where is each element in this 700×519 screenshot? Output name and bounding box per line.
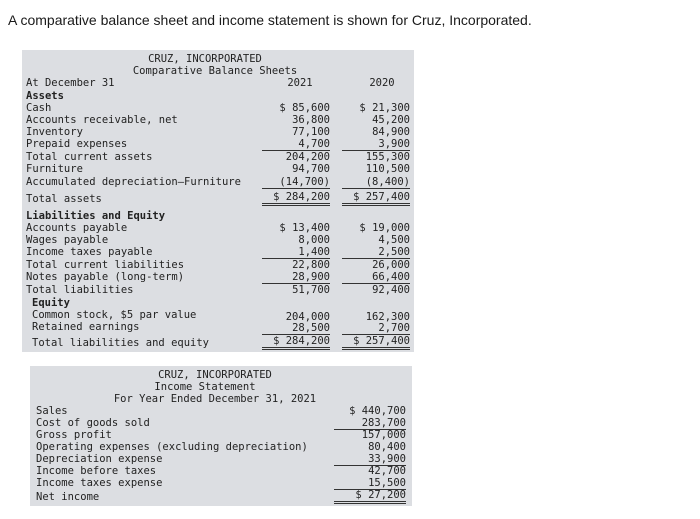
intro-text: A comparative balance sheet and income statement is shown for Cruz, Incorporated. — [8, 12, 532, 28]
tl-2020: 92,400 — [372, 284, 410, 296]
ap-2020: $ 19,000 — [359, 222, 410, 234]
is-title: Income Statement — [154, 381, 256, 393]
opex-label: Operating expenses (excluding depreciation) — [36, 441, 308, 453]
inventory-label: Inventory — [26, 126, 83, 138]
bs-date-label: At December 31 — [26, 77, 115, 89]
equity-heading: Equity — [32, 297, 70, 309]
tca-2021: 204,200 — [285, 151, 330, 163]
tl-2021: 51,700 — [292, 284, 330, 296]
ni-label: Net income — [36, 491, 100, 503]
cs-label: Common stock, $5 par value — [32, 309, 197, 321]
inventory-2020: 84,900 — [372, 126, 410, 138]
tax-label: Income taxes expense — [36, 477, 163, 489]
sales-label: Sales — [36, 405, 68, 417]
ar-2021: 36,800 — [292, 114, 330, 126]
cs-2020: 162,300 — [365, 311, 410, 323]
cogs-value: 283,700 — [334, 417, 406, 430]
itp-label: Income taxes payable — [26, 246, 153, 258]
cogs-label: Cost of goods sold — [36, 417, 150, 429]
sales-value: $ 440,700 — [349, 405, 406, 417]
tl-label: Total liabilities — [26, 284, 134, 296]
gp-value: 157,000 — [361, 429, 406, 441]
opex-value: 80,400 — [368, 441, 406, 453]
wages-2020: 4,500 — [378, 234, 410, 246]
dep-label: Depreciation expense — [36, 453, 163, 465]
bs-company: CRUZ, INCORPORATED — [148, 53, 262, 65]
ap-label: Accounts payable — [26, 222, 128, 234]
gp-label: Gross profit — [36, 429, 112, 441]
dep-value: 33,900 — [334, 453, 406, 466]
bs-col-2020: 2020 — [369, 77, 395, 89]
bs-col-2021: 2021 — [287, 77, 313, 89]
accdep-2020: (8,400) — [342, 176, 410, 189]
itp-2021: 1,400 — [262, 246, 330, 259]
furniture-2021: 94,700 — [292, 163, 330, 175]
tcl-2020: 26,000 — [372, 259, 410, 271]
tle-label: Total liabilities and equity — [32, 337, 210, 349]
tcl-2021: 22,800 — [292, 259, 330, 271]
re-2020: 2,700 — [342, 322, 410, 335]
tle-2021: $ 284,200 — [262, 335, 330, 350]
cs-2021: 204,000 — [285, 311, 330, 323]
tle-2020: $ 257,400 — [342, 335, 410, 350]
ar-2020: 45,200 — [372, 114, 410, 126]
total-assets-label: Total assets — [26, 193, 102, 205]
ibt-value: 42,700 — [368, 465, 406, 477]
prepaid-2021: 4,700 — [262, 138, 330, 151]
accdep-2021: (14,700) — [262, 176, 330, 189]
ap-2021: $ 13,400 — [279, 222, 330, 234]
total-assets-2021: $ 284,200 — [262, 191, 330, 206]
re-label: Retained earnings — [32, 321, 140, 333]
le-heading: Liabilities and Equity — [26, 210, 166, 222]
ni-value: $ 27,200 — [334, 489, 406, 504]
cash-label: Cash — [26, 102, 52, 114]
prepaid-label: Prepaid expenses — [26, 138, 128, 150]
wages-label: Wages payable — [26, 234, 109, 246]
notes-2021: 28,900 — [262, 271, 330, 284]
furniture-label: Furniture — [26, 163, 83, 175]
is-company: CRUZ, INCORPORATED — [158, 369, 272, 381]
inventory-2021: 77,100 — [292, 126, 330, 138]
re-2021: 28,500 — [262, 322, 330, 335]
accdep-label: Accumulated depreciation–Furniture — [26, 176, 241, 188]
furniture-2020: 110,500 — [365, 163, 410, 175]
prepaid-2020: 3,900 — [342, 138, 410, 151]
assets-heading: Assets — [26, 90, 64, 102]
tca-label: Total current assets — [26, 151, 153, 163]
bs-title: Comparative Balance Sheets — [132, 65, 298, 77]
total-assets-2020: $ 257,400 — [342, 191, 410, 206]
ibt-label: Income before taxes — [36, 465, 157, 477]
ar-label: Accounts receivable, net — [26, 114, 178, 126]
tax-value: 15,500 — [334, 477, 406, 490]
tca-2020: 155,300 — [365, 151, 410, 163]
cash-2021: $ 85,600 — [279, 102, 330, 114]
itp-2020: 2,500 — [342, 246, 410, 259]
notes-2020: 66,400 — [342, 271, 410, 284]
wages-2021: 8,000 — [298, 234, 330, 246]
is-period: For Year Ended December 31, 2021 — [113, 393, 317, 405]
notes-label: Notes payable (long-term) — [26, 271, 185, 283]
tcl-label: Total current liabilities — [26, 259, 185, 271]
cash-2020: $ 21,300 — [359, 102, 410, 114]
